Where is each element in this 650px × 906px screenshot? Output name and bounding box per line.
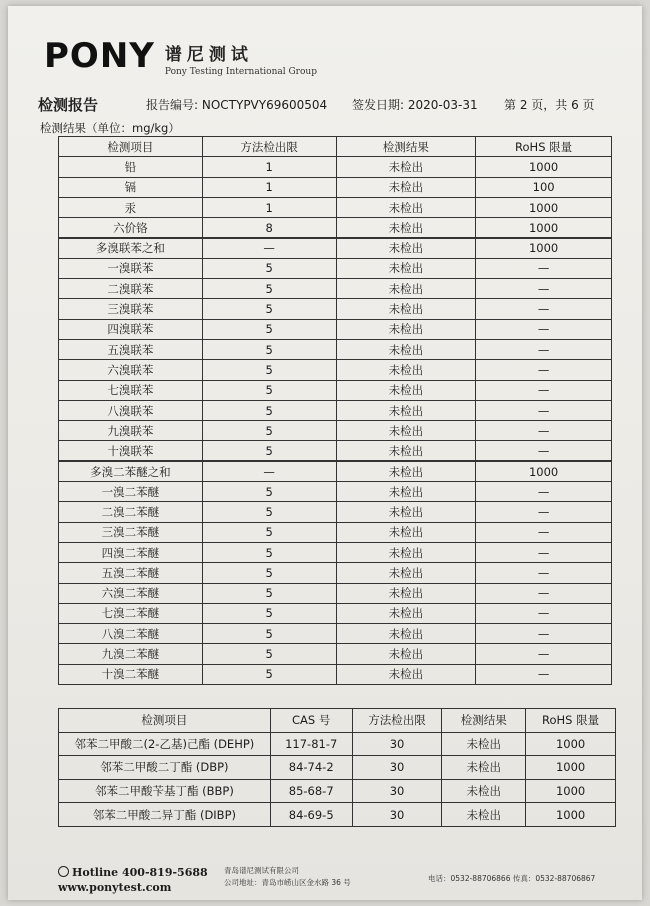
table-cell: —	[476, 279, 612, 299]
table-cell: 未检出	[336, 400, 476, 420]
table-cell: 未检出	[336, 238, 476, 258]
table-cell: 85-68-7	[270, 779, 352, 803]
table-cell: 未检出	[442, 803, 526, 827]
company-logo	[44, 36, 317, 77]
column-header: 检测项目	[59, 137, 203, 157]
table-cell: 一溴二苯醚	[59, 482, 203, 502]
table-cell: 8	[202, 218, 336, 238]
column-header: 方法检出限	[202, 137, 336, 157]
table-cell: 邻苯二甲酸苄基丁酯 (BBP)	[59, 779, 271, 803]
table-cell: —	[476, 603, 612, 623]
column-header: RoHS 限量	[476, 137, 612, 157]
table-cell: 邻苯二甲酸二丁酯 (DBP)	[59, 756, 271, 780]
table-cell: —	[476, 258, 612, 278]
report-title: 检测报告	[38, 96, 99, 114]
table-cell: 二溴二苯醚	[59, 502, 203, 522]
table-cell: 六溴二苯醚	[59, 583, 203, 603]
table-cell: 五溴二苯醚	[59, 563, 203, 583]
results-unit-label: 检测结果（单位：mg/kg）	[40, 121, 180, 135]
table-cell: 5	[202, 299, 336, 319]
table-cell: 1000	[476, 461, 612, 481]
table-cell: 未检出	[336, 421, 476, 441]
table-cell: —	[476, 522, 612, 542]
table-row	[59, 218, 612, 238]
table-cell: 九溴二苯醚	[59, 644, 203, 664]
table-cell: 未检出	[336, 258, 476, 278]
table-cell: 一溴联苯	[59, 258, 203, 278]
table-cell: 六价铬	[59, 218, 203, 238]
table-cell: —	[476, 319, 612, 339]
table-cell: 30	[352, 803, 442, 827]
table-cell: 117-81-7	[270, 732, 352, 756]
table-row	[59, 279, 612, 299]
table-row	[59, 157, 612, 177]
logo-wordmark: PONY	[44, 36, 155, 76]
table-cell: 八溴联苯	[59, 400, 203, 420]
table-cell: 5	[202, 522, 336, 542]
table-cell: 未检出	[336, 583, 476, 603]
issue-date: 签发日期: 2020-03-31	[352, 98, 478, 112]
table-cell: —	[476, 421, 612, 441]
report-footer	[58, 865, 610, 901]
table-cell: 5	[202, 421, 336, 441]
table-row	[59, 542, 612, 562]
table-cell: 未检出	[336, 502, 476, 522]
table-cell: 未检出	[336, 563, 476, 583]
page-number: 第 2 页，共 6 页	[504, 98, 595, 112]
hotline-block	[58, 865, 208, 895]
table-cell: 五溴联苯	[59, 339, 203, 359]
contact-phone-fax: 电话：0532-88706866 传真：0532-88706867	[428, 874, 596, 883]
table-cell: —	[476, 360, 612, 380]
table-cell: 5	[202, 482, 336, 502]
table-cell: 未检出	[336, 482, 476, 502]
table-cell: 邻苯二甲酸二(2-乙基)己酯 (DEHP)	[59, 732, 271, 756]
table-cell: 未检出	[336, 299, 476, 319]
table-cell: —	[476, 400, 612, 420]
table-row	[59, 803, 616, 827]
table-cell: 未检出	[336, 441, 476, 461]
company-address: 公司地址：青岛市崂山区金水路 36 号	[224, 878, 351, 887]
column-header: 检测结果	[442, 709, 526, 733]
table-cell: 5	[202, 563, 336, 583]
phone-icon	[58, 866, 69, 877]
table-row	[59, 624, 612, 644]
table-row	[59, 664, 612, 684]
column-header: RoHS 限量	[526, 709, 616, 733]
table-cell: 30	[352, 779, 442, 803]
table-cell: —	[476, 299, 612, 319]
table-row	[59, 461, 612, 481]
table-cell: 1000	[476, 197, 612, 217]
table-cell: 多溴二苯醚之和	[59, 461, 203, 481]
table-row	[59, 644, 612, 664]
table-cell: 5	[202, 400, 336, 420]
table-cell: —	[476, 664, 612, 684]
report-number: 报告编号: NOCTYPVY69600504	[146, 98, 328, 112]
website-link: www.ponytest.com	[58, 881, 172, 894]
table-cell: 5	[202, 664, 336, 684]
table-cell: 84-74-2	[270, 756, 352, 780]
table-cell: —	[476, 644, 612, 664]
table-cell: 多溴联苯之和	[59, 238, 203, 258]
table-cell: 未检出	[336, 644, 476, 664]
table-cell: 5	[202, 644, 336, 664]
table-cell: 1	[202, 157, 336, 177]
table-cell: 5	[202, 502, 336, 522]
table-cell: 九溴联苯	[59, 421, 203, 441]
table-cell: 未检出	[336, 624, 476, 644]
table-row	[59, 583, 612, 603]
table-cell: 1000	[526, 732, 616, 756]
table-cell: 5	[202, 258, 336, 278]
table-cell: 5	[202, 339, 336, 359]
table-row	[59, 563, 612, 583]
table-row	[59, 400, 612, 420]
table-cell: 5	[202, 603, 336, 623]
table-row	[59, 197, 612, 217]
column-header: CAS 号	[270, 709, 352, 733]
table-row	[59, 319, 612, 339]
table-cell: 未检出	[336, 279, 476, 299]
table-cell: 未检出	[336, 339, 476, 359]
table-cell: 未检出	[336, 177, 476, 197]
table-cell: 七溴联苯	[59, 380, 203, 400]
table-cell: 30	[352, 756, 442, 780]
logo-chinese-name: 谱尼测试	[164, 45, 253, 65]
table-cell: 1000	[526, 756, 616, 780]
table-cell: 四溴联苯	[59, 319, 203, 339]
table-cell: 1000	[526, 779, 616, 803]
table-cell: 未检出	[336, 664, 476, 684]
table-row	[59, 502, 612, 522]
table-cell: 十溴联苯	[59, 441, 203, 461]
table-cell: 未检出	[336, 157, 476, 177]
table-row	[59, 603, 612, 623]
table-cell: 5	[202, 624, 336, 644]
table-cell: 二溴联苯	[59, 279, 203, 299]
table-row	[59, 482, 612, 502]
table-cell: 镉	[59, 177, 203, 197]
results-table-phthalates	[58, 708, 616, 827]
table-cell: —	[476, 583, 612, 603]
table-cell: —	[202, 461, 336, 481]
table-cell: —	[476, 339, 612, 359]
table-cell: 三溴二苯醚	[59, 522, 203, 542]
table-row	[59, 779, 616, 803]
table-cell: 未检出	[336, 603, 476, 623]
table-row	[59, 238, 612, 258]
table-cell: 未检出	[336, 522, 476, 542]
table-cell: —	[476, 542, 612, 562]
table-row	[59, 421, 612, 441]
table-cell: 1000	[526, 803, 616, 827]
table-row	[59, 299, 612, 319]
column-header: 检测项目	[59, 709, 271, 733]
table-row	[59, 360, 612, 380]
table-cell: 5	[202, 319, 336, 339]
table-cell: 未检出	[442, 732, 526, 756]
table-cell: 十溴二苯醚	[59, 664, 203, 684]
table-cell: 84-69-5	[270, 803, 352, 827]
table-cell: 未检出	[336, 218, 476, 238]
column-header: 检测结果	[336, 137, 476, 157]
table-cell: 未检出	[336, 542, 476, 562]
table-cell: 5	[202, 360, 336, 380]
column-header: 方法检出限	[352, 709, 442, 733]
table-cell: 1	[202, 177, 336, 197]
table-cell: —	[202, 238, 336, 258]
company-info	[224, 865, 351, 889]
table-cell: —	[476, 624, 612, 644]
report-header	[38, 96, 620, 116]
table-cell: 未检出	[336, 197, 476, 217]
table-cell: 5	[202, 279, 336, 299]
table-cell: —	[476, 563, 612, 583]
table-cell: 六溴联苯	[59, 360, 203, 380]
table-row	[59, 380, 612, 400]
table-row	[59, 756, 616, 780]
table-row	[59, 177, 612, 197]
table-row	[59, 339, 612, 359]
table-cell: —	[476, 502, 612, 522]
table-cell: 汞	[59, 197, 203, 217]
table-row	[59, 732, 616, 756]
table-cell: 未检出	[336, 380, 476, 400]
table-row	[59, 522, 612, 542]
table-cell: 1000	[476, 218, 612, 238]
table-cell: 5	[202, 380, 336, 400]
table-cell: 30	[352, 732, 442, 756]
table-cell: 1	[202, 197, 336, 217]
hotline-number: Hotline 400-819-5688	[72, 866, 208, 879]
table-cell: —	[476, 441, 612, 461]
table-row	[59, 441, 612, 461]
table-cell: 未检出	[442, 756, 526, 780]
table-cell: 5	[202, 542, 336, 562]
table-cell: 未检出	[336, 319, 476, 339]
table-cell: 未检出	[442, 779, 526, 803]
table-cell: 邻苯二甲酸二异丁酯 (DIBP)	[59, 803, 271, 827]
table-cell: 5	[202, 441, 336, 461]
table-cell: 1000	[476, 238, 612, 258]
table-cell: 四溴二苯醚	[59, 542, 203, 562]
results-table-metals-flame-retardants	[58, 136, 612, 685]
table-header-row	[59, 137, 612, 157]
table-cell: 七溴二苯醚	[59, 603, 203, 623]
table-cell: —	[476, 380, 612, 400]
table-cell: 未检出	[336, 360, 476, 380]
table-cell: —	[476, 482, 612, 502]
table-cell: 5	[202, 583, 336, 603]
logo-english-name: Pony Testing International Group	[164, 67, 317, 77]
table-cell: 三溴联苯	[59, 299, 203, 319]
table-header-row	[59, 709, 616, 733]
table-cell: 1000	[476, 157, 612, 177]
table-row	[59, 258, 612, 278]
table-cell: 铅	[59, 157, 203, 177]
table-cell: 100	[476, 177, 612, 197]
company-name: 青岛谱尼测试有限公司	[224, 866, 299, 875]
table-cell: 八溴二苯醚	[59, 624, 203, 644]
table-cell: 未检出	[336, 461, 476, 481]
